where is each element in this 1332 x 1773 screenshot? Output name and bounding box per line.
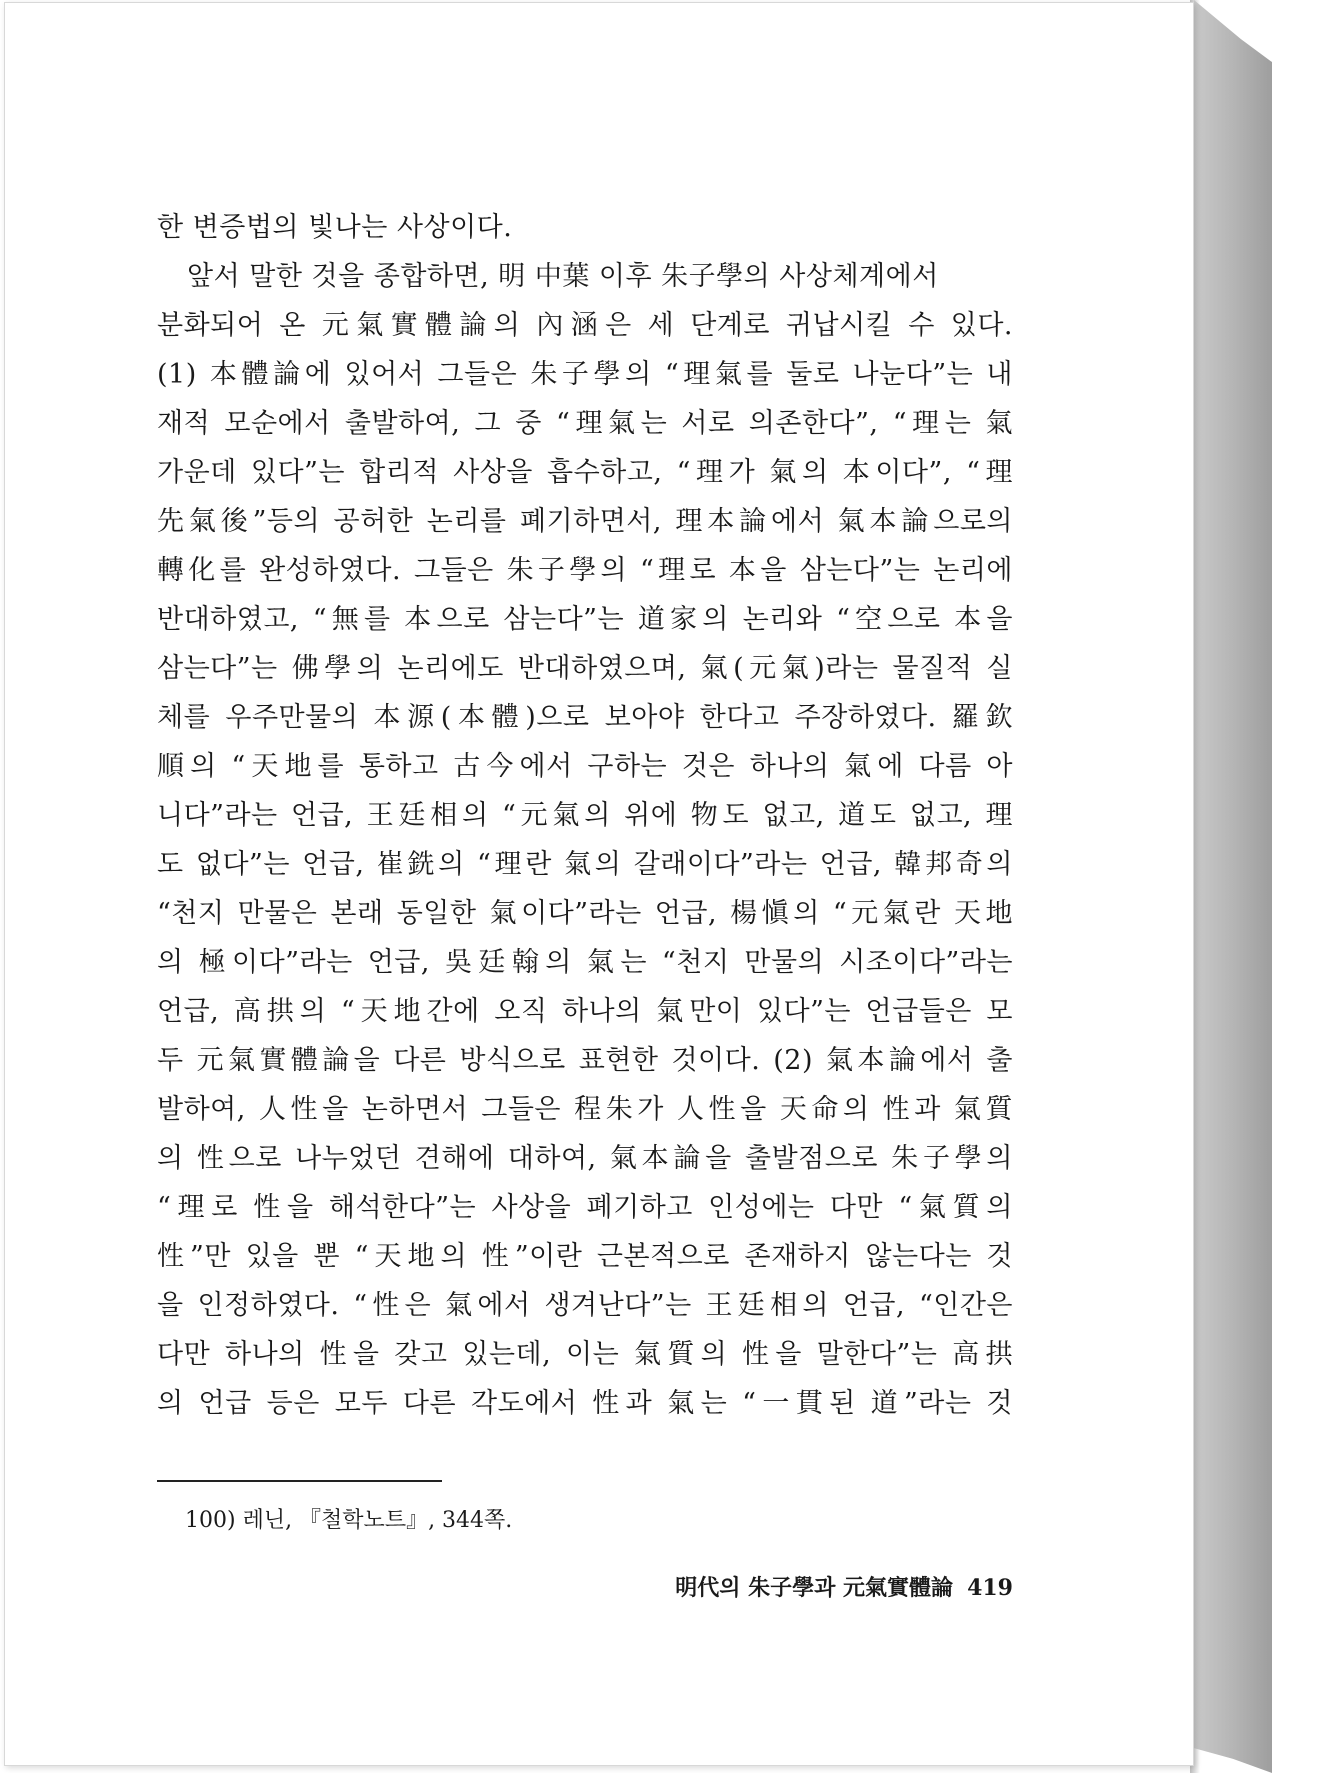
body-line: 반대하였고, “無를 本으로 삼는다”는 道家의 논리와 “空으로 本을 <box>157 604 1013 635</box>
book-page <box>4 2 1194 1766</box>
body-line: 轉化를 완성하였다. 그들은 朱子學의 “理로 本을 삼는다”는 논리에 <box>157 555 1013 586</box>
body-line: 발하여, 人性을 논하면서 그들은 程朱가 人性을 天命의 性과 氣質 <box>157 1094 1013 1125</box>
body-text <box>157 203 1013 1428</box>
running-title: 明代의 朱子學과 元氣實體論 <box>675 1575 954 1601</box>
running-footer <box>635 1571 1013 1602</box>
body-line: 분화되어 온 元氣實體論의 內涵은 세 단계로 귀납시킬 수 있다. <box>157 310 1013 341</box>
body-line: 니다”라는 언급, 王廷相의 “元氣의 위에 物도 없고, 道도 없고, 理 <box>157 800 1013 831</box>
body-line: 두 元氣實體論을 다른 방식으로 표현한 것이다. (2) 氣本論에서 출 <box>157 1045 1013 1076</box>
body-line: 삼는다”는 佛學의 논리에도 반대하였으며, 氣(元氣)라는 물질적 실 <box>157 653 1013 684</box>
body-line: “理로 性을 해석한다”는 사상을 폐기하고 인성에는 다만 “氣質의 <box>157 1192 1013 1223</box>
book-page-edge <box>1194 0 1272 1773</box>
body-line: 체를 우주만물의 本源(本體)으로 보아야 한다고 주장하였다. 羅欽 <box>157 702 1013 733</box>
page-number: 419 <box>967 1575 1013 1601</box>
footnote: 100) 레닌, 『철학노트』, 344쪽. <box>185 1508 513 1533</box>
body-line: 한 변증법의 빛나는 사상이다. <box>157 212 513 243</box>
body-line: 性”만 있을 뿐 “天地의 性”이란 근본적으로 존재하지 않는다는 것 <box>157 1241 1013 1272</box>
body-line: 다만 하나의 性을 갖고 있는데, 이는 氣質의 性을 말한다”는 高拱 <box>157 1339 1013 1370</box>
body-line: 도 없다”는 언급, 崔銑의 “理란 氣의 갈래이다”라는 언급, 韓邦奇의 <box>157 849 1013 880</box>
body-line: “천지 만물은 본래 동일한 氣이다”라는 언급, 楊愼의 “元氣란 天地 <box>157 898 1013 929</box>
body-line: 의 언급 등은 모두 다른 각도에서 性과 氣는 “一貫된 道”라는 것 <box>157 1388 1013 1419</box>
body-line: 先氣後”등의 공허한 논리를 폐기하면서, 理本論에서 氣本論으로의 <box>157 506 1013 537</box>
body-line: 을 인정하였다. “性은 氣에서 생겨난다”는 王廷相의 언급, “인간은 <box>157 1290 1013 1321</box>
body-line: 언급, 高拱의 “天地간에 오직 하나의 氣만이 있다”는 언급들은 모 <box>157 996 1013 1027</box>
footnote-divider <box>157 1480 442 1482</box>
body-line: 順의 “天地를 통하고 古今에서 구하는 것은 하나의 氣에 다름 아 <box>157 751 1013 782</box>
body-line: 가운데 있다”는 합리적 사상을 흡수하고, “理가 氣의 本이다”, “理 <box>157 457 1013 488</box>
body-line: (1) 本體論에 있어서 그들은 朱子學의 “理氣를 둘로 나눈다”는 내 <box>157 359 1013 390</box>
body-line: 앞서 말한 것을 종합하면, 明 中葉 이후 朱子學의 사상체계에서 <box>187 261 939 292</box>
body-line: 의 性으로 나누었던 견해에 대하여, 氣本論을 출발점으로 朱子學의 <box>157 1143 1013 1174</box>
body-line: 의 極이다”라는 언급, 吳廷翰의 氣는 “천지 만물의 시조이다”라는 <box>157 947 1013 978</box>
body-line: 재적 모순에서 출발하여, 그 중 “理氣는 서로 의존한다”, “理는 氣 <box>157 408 1013 439</box>
